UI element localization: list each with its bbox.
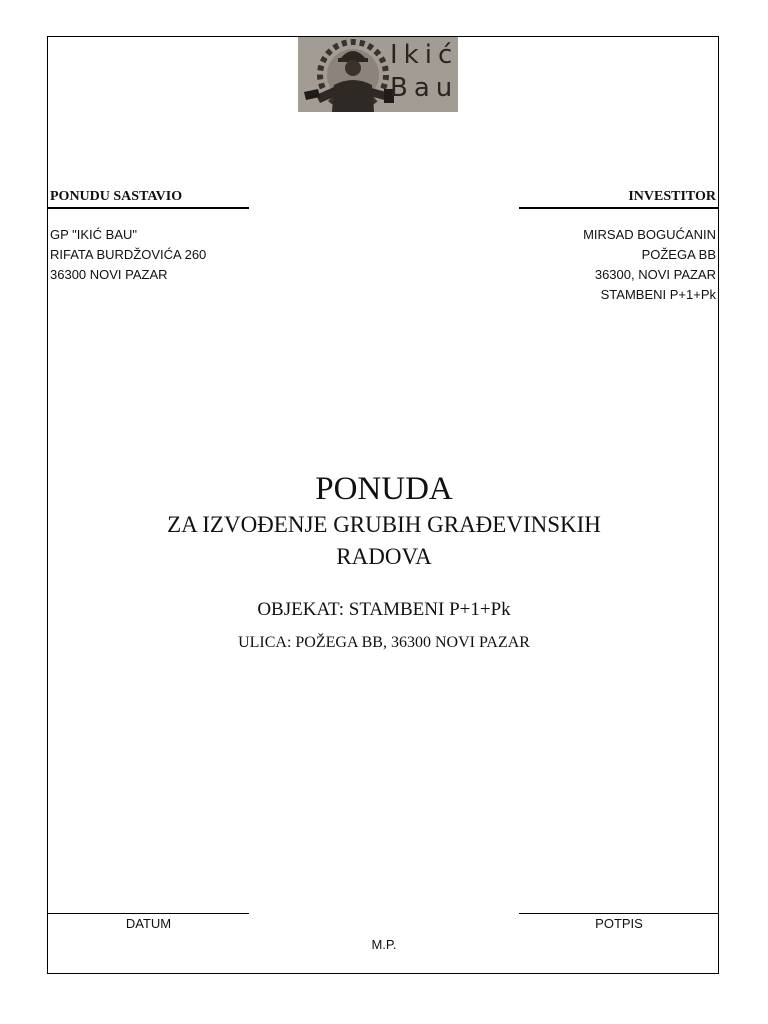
investor-address <box>583 225 716 305</box>
object-line: OBJEKAT: STAMBENI P+1+Pk <box>257 599 511 620</box>
composer-line: RIFATA BURDŽOVIĆA 260 <box>50 247 207 262</box>
signature-label: POTPIS <box>595 916 643 931</box>
date-label: DATUM <box>125 916 172 931</box>
document-page <box>47 36 719 974</box>
logo-text-line2: Bau <box>390 73 458 103</box>
date-signature-rule <box>48 913 249 914</box>
street-line: ULICA: POŽEGA BB, 36300 NOVI PAZAR <box>238 634 530 651</box>
investor-line: STAMBENI P+1+Pk <box>600 287 716 302</box>
composer-heading: PONUDU SASTAVIO <box>50 189 183 204</box>
logo-text-line1: Ikić <box>390 40 458 70</box>
logo-wordmark <box>390 39 456 105</box>
composer-line: 36300 NOVI PAZAR <box>50 267 168 282</box>
composer-heading-rule <box>48 207 249 209</box>
subtitle-line: RADOVA <box>336 544 432 569</box>
subtitle-line: ZA IZVOĐENJE GRUBIH GRAĐEVINSKIH <box>167 512 601 537</box>
investor-line: 36300, NOVI PAZAR <box>594 267 716 282</box>
composer-address <box>50 225 206 285</box>
document-subtitle <box>48 509 720 573</box>
stamp-label: M.P. <box>371 937 397 952</box>
composer-line: GP "IKIĆ BAU" <box>50 227 138 242</box>
investor-heading: INVESTITOR <box>628 189 716 204</box>
document-title: PONUDA <box>315 471 453 507</box>
sign-signature-rule <box>519 913 719 914</box>
investor-heading-rule <box>519 207 719 209</box>
investor-line: POŽEGA BB <box>641 247 716 262</box>
company-logo <box>298 37 458 112</box>
investor-line: MIRSAD BOGUĆANIN <box>583 227 716 242</box>
